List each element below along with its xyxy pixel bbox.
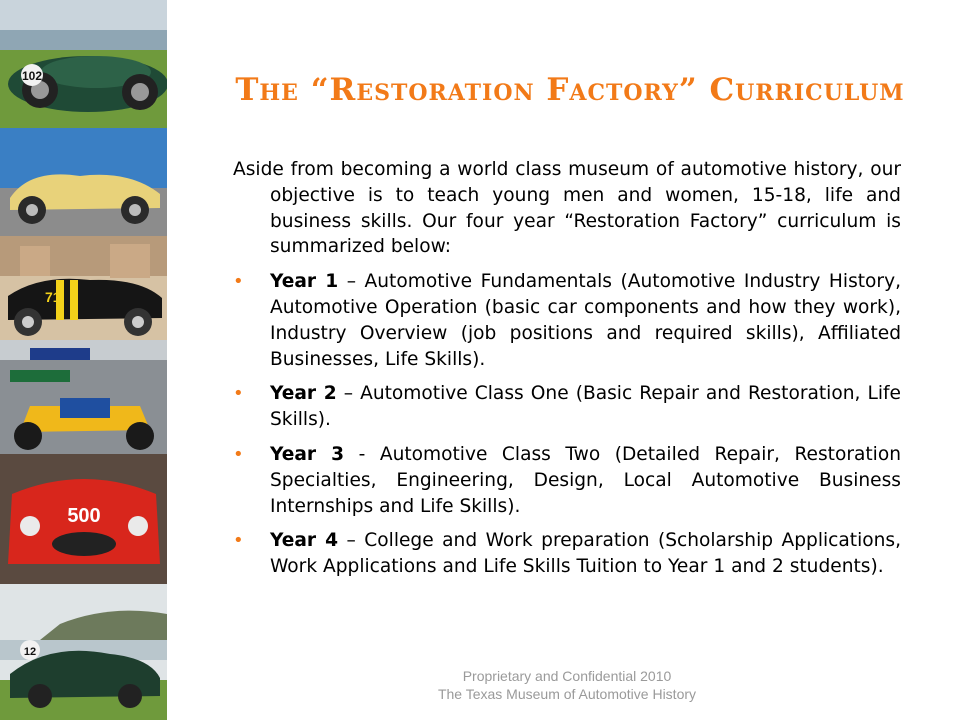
bullet-year-2 bbox=[233, 381, 901, 433]
yellow-roadster-photo bbox=[0, 128, 167, 236]
slide-body bbox=[233, 157, 901, 589]
green-jaguar-d-type-photo bbox=[0, 584, 167, 720]
bullet-year-3 bbox=[233, 442, 901, 519]
black-cobra-71-photo bbox=[0, 236, 167, 340]
green-race-car-102-photo bbox=[0, 0, 167, 128]
slide-footer bbox=[380, 667, 754, 703]
bullet-dot-icon: • bbox=[233, 271, 244, 293]
bullet-dot-icon: • bbox=[233, 443, 244, 465]
svg-text:500: 500 bbox=[67, 505, 101, 527]
photo-sidebar bbox=[0, 0, 167, 720]
bullet-text: - Automotive Class Two (Detailed Repair, Restoration Specialties, Engineering, Design, Local Automotive Business Internships and Life Skills). bbox=[270, 443, 901, 517]
bullet-year-1 bbox=[233, 269, 901, 372]
bullet-year-label: Year 1 bbox=[270, 271, 339, 293]
bullet-text: – Automotive Fundamentals (Automotive Industry History, Automotive Operation (basic car components and how they work), Industry Overview (job positions and required skills), Affiliated Businesses, Life Skills). bbox=[270, 271, 901, 370]
red-500-car-photo bbox=[0, 454, 167, 584]
bullet-year-label: Year 2 bbox=[270, 383, 337, 405]
bullet-year-label: Year 4 bbox=[270, 530, 339, 552]
svg-text:71: 71 bbox=[45, 289, 61, 305]
bullet-dot-icon: • bbox=[233, 530, 244, 552]
svg-text:102: 102 bbox=[21, 69, 43, 83]
footer-confidential: Proprietary and Confidential 2010 bbox=[462, 668, 672, 684]
bullet-dot-icon: • bbox=[233, 383, 244, 405]
formula-race-cars-photo bbox=[0, 340, 167, 454]
bullet-text: – Automotive Class One (Basic Repair and Restoration, Life Skills). bbox=[270, 383, 901, 431]
intro-paragraph: Aside from becoming a world class museum of automotive history, our objective is to teach young men and women, 15-18, life and business skills. Our four year “Restoration Factory” curriculum is summarized below: bbox=[233, 159, 901, 258]
bullet-text: – College and Work preparation (Scholarship Applications, Work Applications and Life Skills Tuition to Year 1 and 2 students). bbox=[270, 530, 901, 578]
slide-title: The “Restoration Factory” Curriculum bbox=[235, 72, 905, 108]
bullet-year-4 bbox=[233, 528, 901, 580]
footer-museum-name: The Texas Museum of Automotive History bbox=[437, 686, 697, 702]
bullet-year-label: Year 3 bbox=[270, 443, 345, 465]
svg-text:12: 12 bbox=[23, 646, 37, 658]
